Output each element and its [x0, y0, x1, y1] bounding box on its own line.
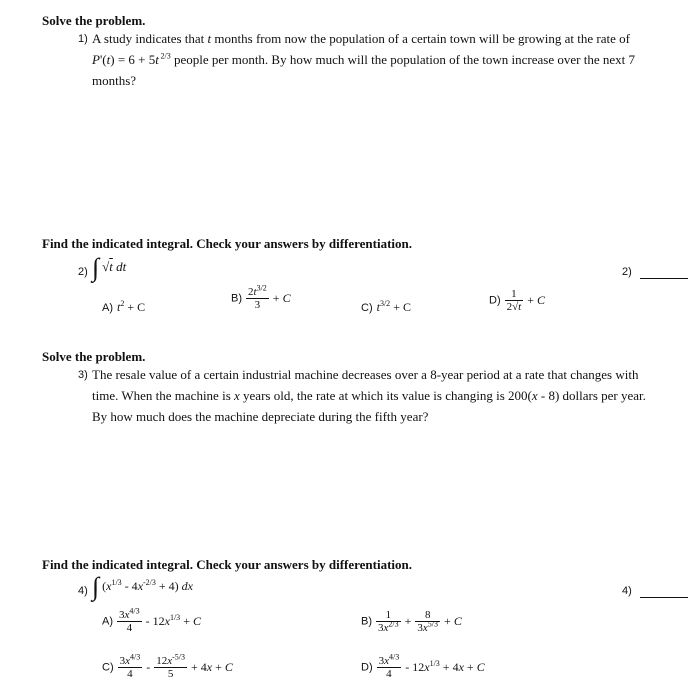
q2-choice-b-label: B) — [231, 292, 242, 305]
question-3-number: 3) — [78, 369, 88, 381]
q2-choice-d[interactable]: D) $\frac{1}{2√t}$ + C — [489, 288, 546, 313]
answer-2-blank[interactable] — [640, 278, 688, 279]
answer-4-blank[interactable] — [640, 597, 688, 598]
section-heading-4: Find the indicated integral. Check your answers by differentiation. — [42, 557, 413, 572]
answer-4-number: 4) — [622, 585, 632, 597]
q2-choice-a-label: A) — [102, 302, 113, 314]
question-2-number: 2) — [78, 266, 88, 278]
question-1-number: 1) — [78, 33, 88, 45]
q2-choice-d-label: D) — [489, 294, 501, 307]
q4-choice-b[interactable]: B) $\frac{1}{3x^{2/3}}$ + $\frac{8}{3x^{5/3}}$ + C — [361, 609, 462, 634]
question-1-text: A study indicates that t months from now the population of a certain town will be growing at the rate of P'(t) = 6 + 5t $^{2/3}$ people per month. By how much will the population of the town increase over the next 7 months? — [92, 31, 635, 88]
q4-choice-d-label: D) — [361, 661, 373, 674]
q2-choice-c-label: C) — [361, 302, 373, 314]
section-heading-3: Solve the problem. — [42, 349, 146, 364]
q2-choice-c[interactable]: C) $t^{3/2} + C$ — [361, 299, 411, 314]
answer-2-number: 2) — [622, 266, 632, 278]
section-heading-2: Find the indicated integral. Check your answers by differentiation. — [42, 236, 413, 251]
question-2-integral: ∫ √t dt — [92, 253, 127, 282]
q2-choice-b[interactable]: B) $\frac{2t^{3/2}}{3}$ + C — [231, 283, 291, 311]
q4-choice-c[interactable]: C) $\frac{3x^{4/3}}{4}$ - $\frac{12x^{-5/3}}{5}$ + 4x + C — [102, 652, 233, 680]
question-4-integral: ∫ $(x^{1/3} - 4x^{-2/3} + 4)$ dx — [92, 572, 193, 601]
q4-choice-a-label: A) — [102, 615, 113, 628]
section-heading-1: Solve the problem. — [42, 13, 146, 28]
q4-choice-a[interactable]: A) $\frac{3x^{4/3}}{4}$ - $12x^{1/3} + C$ — [102, 606, 201, 634]
q2-choice-a[interactable]: A) $t^2 + C$ — [102, 299, 146, 314]
question-4-number: 4) — [78, 585, 88, 597]
q4-choice-b-label: B) — [361, 615, 372, 628]
q4-choice-d[interactable]: D) $\frac{3x^{4/3}}{4}$ - $12x^{1/3} + 4x + C$ — [361, 652, 485, 680]
q4-choice-c-label: C) — [102, 661, 114, 674]
question-3-text: The resale value of a certain industrial machine decreases over a 8-year period at a rate that changes with time. When the machine is x years old, the rate at which its value is changing is 200(x - 8) dollars per year. By how much does the machine depreciate during the fifth year? — [92, 367, 646, 424]
